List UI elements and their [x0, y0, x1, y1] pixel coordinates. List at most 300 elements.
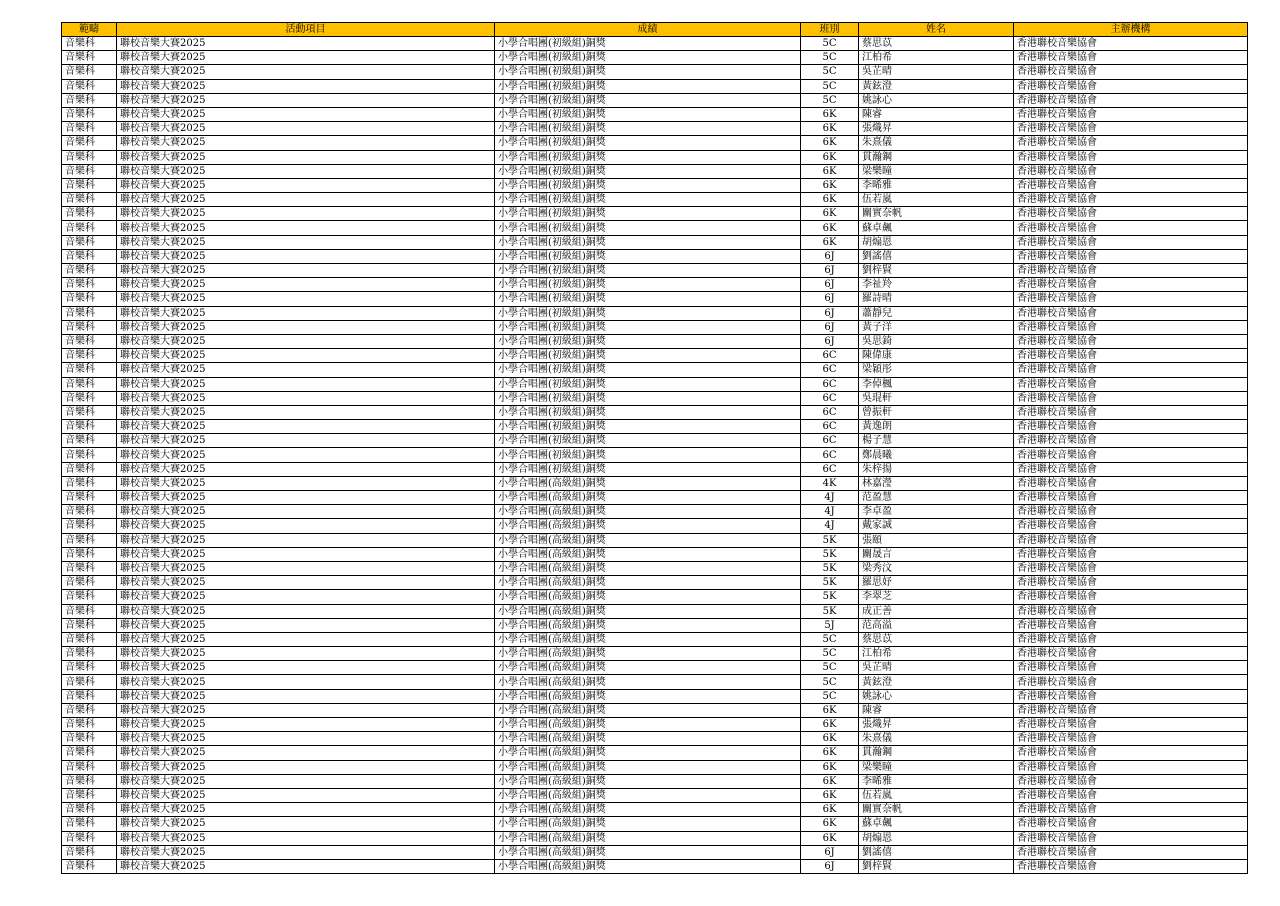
cell-organizer: 香港聯校音樂協會: [1014, 576, 1248, 590]
cell-class: 5C: [801, 689, 859, 703]
table-row: [62, 859, 1248, 873]
cell-organizer: 香港聯校音樂協會: [1014, 632, 1248, 646]
cell-name: 姚詠心: [859, 689, 1014, 703]
cell-activity: 聯校音樂大賽2025: [117, 618, 495, 632]
cell-result: 小學合唱團(高級組)銅獎: [495, 661, 801, 675]
cell-class: 6K: [801, 746, 859, 760]
cell-organizer: 香港聯校音樂協會: [1014, 561, 1248, 575]
cell-organizer: 香港聯校音樂協會: [1014, 122, 1248, 136]
cell-organizer: 香港聯校音樂協會: [1014, 760, 1248, 774]
cell-result: 小學合唱團(初級組)銅獎: [495, 434, 801, 448]
cell-category: 音樂科: [62, 434, 117, 448]
cell-activity: 聯校音樂大賽2025: [117, 703, 495, 717]
cell-class: 6K: [801, 178, 859, 192]
cell-result: 小學合唱團(高級組)銅獎: [495, 505, 801, 519]
cell-result: 小學合唱團(高級組)銅獎: [495, 774, 801, 788]
cell-class: 6J: [801, 859, 859, 873]
cell-name: 胡煽恩: [859, 831, 1014, 845]
cell-organizer: 香港聯校音樂協會: [1014, 788, 1248, 802]
cell-category: 音樂科: [62, 193, 117, 207]
cell-class: 5K: [801, 547, 859, 561]
cell-class: 6K: [801, 122, 859, 136]
cell-organizer: 香港聯校音樂協會: [1014, 136, 1248, 150]
table-row: [62, 505, 1248, 519]
cell-activity: 聯校音樂大賽2025: [117, 675, 495, 689]
table-row: [62, 476, 1248, 490]
cell-organizer: 香港聯校音樂協會: [1014, 193, 1248, 207]
cell-organizer: 香港聯校音樂協會: [1014, 164, 1248, 178]
cell-activity: 聯校音樂大賽2025: [117, 491, 495, 505]
cell-category: 音樂科: [62, 292, 117, 306]
cell-category: 音樂科: [62, 363, 117, 377]
table-row: [62, 803, 1248, 817]
cell-category: 音樂科: [62, 774, 117, 788]
cell-organizer: 香港聯校音樂協會: [1014, 377, 1248, 391]
cell-organizer: 香港聯校音樂協會: [1014, 746, 1248, 760]
cell-result: 小學合唱團(高級組)銅獎: [495, 519, 801, 533]
cell-name: 江柏希: [859, 647, 1014, 661]
cell-activity: 聯校音樂大賽2025: [117, 434, 495, 448]
cell-result: 小學合唱團(初級組)銅獎: [495, 164, 801, 178]
cell-class: 5C: [801, 632, 859, 646]
cell-result: 小學合唱團(初級組)銅獎: [495, 448, 801, 462]
cell-class: 5C: [801, 675, 859, 689]
cell-category: 音樂科: [62, 604, 117, 618]
cell-name: 李晞雅: [859, 178, 1014, 192]
cell-class: 5C: [801, 37, 859, 51]
cell-category: 音樂科: [62, 65, 117, 79]
cell-organizer: 香港聯校音樂協會: [1014, 689, 1248, 703]
cell-name: 江柏希: [859, 51, 1014, 65]
table-row: [62, 207, 1248, 221]
cell-result: 小學合唱團(高級組)銅獎: [495, 476, 801, 490]
table-row: [62, 107, 1248, 121]
cell-result: 小學合唱團(高級組)銅獎: [495, 689, 801, 703]
cell-organizer: 香港聯校音樂協會: [1014, 817, 1248, 831]
table-row: [62, 334, 1248, 348]
cell-category: 音樂科: [62, 491, 117, 505]
cell-category: 音樂科: [62, 306, 117, 320]
cell-result: 小學合唱團(初級組)銅獎: [495, 462, 801, 476]
cell-organizer: 香港聯校音樂協會: [1014, 732, 1248, 746]
cell-activity: 聯校音樂大賽2025: [117, 604, 495, 618]
cell-organizer: 香港聯校音樂協會: [1014, 718, 1248, 732]
cell-organizer: 香港聯校音樂協會: [1014, 264, 1248, 278]
table-row: [62, 845, 1248, 859]
cell-category: 音樂科: [62, 391, 117, 405]
cell-name: 胡煽恩: [859, 235, 1014, 249]
cell-organizer: 香港聯校音樂協會: [1014, 703, 1248, 717]
cell-result: 小學合唱團(初級組)銅獎: [495, 107, 801, 121]
cell-class: 6K: [801, 207, 859, 221]
cell-category: 音樂科: [62, 235, 117, 249]
cell-category: 音樂科: [62, 547, 117, 561]
table-row: [62, 647, 1248, 661]
cell-class: 5J: [801, 618, 859, 632]
cell-category: 音樂科: [62, 476, 117, 490]
cell-name: 伍若嵐: [859, 193, 1014, 207]
cell-activity: 聯校音樂大賽2025: [117, 732, 495, 746]
table-row: [62, 221, 1248, 235]
table-row: [62, 689, 1248, 703]
cell-organizer: 香港聯校音樂協會: [1014, 363, 1248, 377]
cell-class: 6C: [801, 420, 859, 434]
table-row: [62, 448, 1248, 462]
cell-activity: 聯校音樂大賽2025: [117, 647, 495, 661]
cell-activity: 聯校音樂大賽2025: [117, 235, 495, 249]
cell-name: 陳偉康: [859, 349, 1014, 363]
table-row: [62, 79, 1248, 93]
cell-organizer: 香港聯校音樂協會: [1014, 434, 1248, 448]
cell-category: 音樂科: [62, 732, 117, 746]
cell-result: 小學合唱團(初級組)銅獎: [495, 420, 801, 434]
cell-result: 小學合唱團(初級組)銅獎: [495, 405, 801, 419]
table-row: [62, 519, 1248, 533]
table-row: [62, 590, 1248, 604]
table-row: [62, 178, 1248, 192]
cell-activity: 聯校音樂大賽2025: [117, 632, 495, 646]
cell-organizer: 香港聯校音樂協會: [1014, 37, 1248, 51]
cell-result: 小學合唱團(初級組)銅獎: [495, 334, 801, 348]
cell-class: 5C: [801, 661, 859, 675]
cell-category: 音樂科: [62, 136, 117, 150]
cell-class: 6K: [801, 164, 859, 178]
table-row: [62, 320, 1248, 334]
cell-name: 蕭靜兒: [859, 306, 1014, 320]
cell-result: 小學合唱團(初級組)銅獎: [495, 122, 801, 136]
cell-activity: 聯校音樂大賽2025: [117, 519, 495, 533]
cell-activity: 聯校音樂大賽2025: [117, 349, 495, 363]
cell-activity: 聯校音樂大賽2025: [117, 448, 495, 462]
cell-organizer: 香港聯校音樂協會: [1014, 391, 1248, 405]
cell-organizer: 香港聯校音樂協會: [1014, 831, 1248, 845]
cell-name: 楊子慧: [859, 434, 1014, 448]
cell-category: 音樂科: [62, 590, 117, 604]
table-row: [62, 547, 1248, 561]
table-row: [62, 434, 1248, 448]
cell-category: 音樂科: [62, 561, 117, 575]
header-row: [62, 23, 1248, 37]
table-row: [62, 363, 1248, 377]
cell-category: 音樂科: [62, 817, 117, 831]
cell-result: 小學合唱團(初級組)銅獎: [495, 93, 801, 107]
table-row: [62, 51, 1248, 65]
cell-activity: 聯校音樂大賽2025: [117, 576, 495, 590]
cell-name: 朱熹儀: [859, 136, 1014, 150]
cell-class: 6K: [801, 136, 859, 150]
cell-category: 音樂科: [62, 207, 117, 221]
cell-name: 羅思妤: [859, 576, 1014, 590]
cell-activity: 聯校音樂大賽2025: [117, 164, 495, 178]
cell-organizer: 香港聯校音樂協會: [1014, 320, 1248, 334]
cell-class: 4K: [801, 476, 859, 490]
cell-result: 小學合唱團(高級組)銅獎: [495, 732, 801, 746]
cell-activity: 聯校音樂大賽2025: [117, 689, 495, 703]
cell-activity: 聯校音樂大賽2025: [117, 136, 495, 150]
cell-class: 6K: [801, 788, 859, 802]
cell-class: 6J: [801, 306, 859, 320]
cell-category: 音樂科: [62, 661, 117, 675]
cell-class: 6J: [801, 264, 859, 278]
cell-organizer: 香港聯校音樂協會: [1014, 249, 1248, 263]
cell-organizer: 香港聯校音樂協會: [1014, 505, 1248, 519]
cell-activity: 聯校音樂大賽2025: [117, 547, 495, 561]
cell-organizer: 香港聯校音樂協會: [1014, 107, 1248, 121]
header-activity: 活動項目: [117, 23, 495, 37]
cell-category: 音樂科: [62, 420, 117, 434]
cell-class: 6K: [801, 760, 859, 774]
cell-name: 陳睿: [859, 703, 1014, 717]
cell-class: 6C: [801, 363, 859, 377]
cell-category: 音樂科: [62, 249, 117, 263]
table-row: [62, 37, 1248, 51]
table-row: [62, 774, 1248, 788]
cell-category: 音樂科: [62, 320, 117, 334]
table-row: [62, 405, 1248, 419]
cell-category: 音樂科: [62, 122, 117, 136]
cell-name: 梁秀汶: [859, 561, 1014, 575]
cell-category: 音樂科: [62, 831, 117, 845]
table-row: [62, 788, 1248, 802]
cell-activity: 聯校音樂大賽2025: [117, 334, 495, 348]
cell-organizer: 香港聯校音樂協會: [1014, 647, 1248, 661]
cell-result: 小學合唱團(初級組)銅獎: [495, 79, 801, 93]
cell-result: 小學合唱團(高級組)銅獎: [495, 590, 801, 604]
cell-organizer: 香港聯校音樂協會: [1014, 334, 1248, 348]
cell-name: 張熾昇: [859, 122, 1014, 136]
cell-name: 范高溢: [859, 618, 1014, 632]
cell-name: 關晟言: [859, 547, 1014, 561]
cell-result: 小學合唱團(初級組)銅獎: [495, 306, 801, 320]
table-row: [62, 420, 1248, 434]
cell-organizer: 香港聯校音樂協會: [1014, 349, 1248, 363]
cell-name: 蔡思苡: [859, 632, 1014, 646]
cell-result: 小學合唱團(初級組)銅獎: [495, 235, 801, 249]
cell-category: 音樂科: [62, 37, 117, 51]
cell-category: 音樂科: [62, 107, 117, 121]
cell-class: 6K: [801, 732, 859, 746]
header-organizer: 主辦機構: [1014, 23, 1248, 37]
cell-name: 梁穎彤: [859, 363, 1014, 377]
cell-class: 6J: [801, 278, 859, 292]
cell-result: 小學合唱團(高級組)銅獎: [495, 675, 801, 689]
cell-organizer: 香港聯校音樂協會: [1014, 547, 1248, 561]
cell-category: 音樂科: [62, 448, 117, 462]
cell-result: 小學合唱團(初級組)銅獎: [495, 65, 801, 79]
table-row: [62, 576, 1248, 590]
cell-name: 劉謠僖: [859, 845, 1014, 859]
cell-result: 小學合唱團(高級組)銅獎: [495, 547, 801, 561]
cell-activity: 聯校音樂大賽2025: [117, 193, 495, 207]
cell-activity: 聯校音樂大賽2025: [117, 718, 495, 732]
cell-category: 音樂科: [62, 746, 117, 760]
cell-class: 6K: [801, 718, 859, 732]
table-row: [62, 65, 1248, 79]
cell-class: 6K: [801, 803, 859, 817]
table-row: [62, 675, 1248, 689]
cell-activity: 聯校音樂大賽2025: [117, 320, 495, 334]
table-row: [62, 306, 1248, 320]
cell-name: 蔡思苡: [859, 37, 1014, 51]
cell-activity: 聯校音樂大賽2025: [117, 363, 495, 377]
cell-class: 6K: [801, 107, 859, 121]
table-row: [62, 122, 1248, 136]
cell-result: 小學合唱團(高級組)銅獎: [495, 803, 801, 817]
header-class: 班別: [801, 23, 859, 37]
cell-activity: 聯校音樂大賽2025: [117, 661, 495, 675]
cell-name: 范盈慧: [859, 491, 1014, 505]
cell-result: 小學合唱團(初級組)銅獎: [495, 292, 801, 306]
cell-category: 音樂科: [62, 278, 117, 292]
cell-category: 音樂科: [62, 647, 117, 661]
cell-organizer: 香港聯校音樂協會: [1014, 221, 1248, 235]
cell-result: 小學合唱團(高級組)銅獎: [495, 760, 801, 774]
cell-activity: 聯校音樂大賽2025: [117, 476, 495, 490]
cell-organizer: 香港聯校音樂協會: [1014, 476, 1248, 490]
cell-organizer: 香港聯校音樂協會: [1014, 845, 1248, 859]
cell-organizer: 香港聯校音樂協會: [1014, 65, 1248, 79]
cell-class: 6J: [801, 292, 859, 306]
cell-result: 小學合唱團(高級組)銅獎: [495, 604, 801, 618]
cell-result: 小學合唱團(初級組)銅獎: [495, 377, 801, 391]
cell-organizer: 香港聯校音樂協會: [1014, 79, 1248, 93]
table-row: [62, 93, 1248, 107]
cell-category: 音樂科: [62, 618, 117, 632]
cell-class: 6K: [801, 193, 859, 207]
cell-class: 5K: [801, 561, 859, 575]
table-row: [62, 632, 1248, 646]
cell-activity: 聯校音樂大賽2025: [117, 306, 495, 320]
cell-name: 貫瀚鋼: [859, 150, 1014, 164]
cell-category: 音樂科: [62, 405, 117, 419]
cell-activity: 聯校音樂大賽2025: [117, 505, 495, 519]
table-row: [62, 604, 1248, 618]
cell-class: 4J: [801, 519, 859, 533]
cell-name: 黃鉉澄: [859, 675, 1014, 689]
cell-result: 小學合唱團(高級組)銅獎: [495, 632, 801, 646]
cell-name: 蘇卓飆: [859, 221, 1014, 235]
cell-category: 音樂科: [62, 703, 117, 717]
cell-name: 吳芷晴: [859, 661, 1014, 675]
cell-name: 蘇卓飆: [859, 817, 1014, 831]
cell-activity: 聯校音樂大賽2025: [117, 817, 495, 831]
cell-result: 小學合唱團(初級組)銅獎: [495, 363, 801, 377]
cell-organizer: 香港聯校音樂協會: [1014, 803, 1248, 817]
cell-class: 6C: [801, 462, 859, 476]
cell-result: 小學合唱團(高級組)銅獎: [495, 718, 801, 732]
cell-class: 5K: [801, 576, 859, 590]
cell-result: 小學合唱團(高級組)銅獎: [495, 561, 801, 575]
cell-activity: 聯校音樂大賽2025: [117, 221, 495, 235]
cell-name: 李卓盈: [859, 505, 1014, 519]
cell-organizer: 香港聯校音樂協會: [1014, 448, 1248, 462]
table-row: [62, 491, 1248, 505]
table-row: [62, 164, 1248, 178]
cell-result: 小學合唱團(初級組)銅獎: [495, 264, 801, 278]
cell-class: 5K: [801, 604, 859, 618]
cell-organizer: 香港聯校音樂協會: [1014, 774, 1248, 788]
cell-name: 劉梓賢: [859, 264, 1014, 278]
header-category: 範疇: [62, 23, 117, 37]
cell-name: 成正善: [859, 604, 1014, 618]
cell-class: 5K: [801, 533, 859, 547]
table-row: [62, 249, 1248, 263]
cell-activity: 聯校音樂大賽2025: [117, 845, 495, 859]
cell-result: 小學合唱團(初級組)銅獎: [495, 150, 801, 164]
table-row: [62, 817, 1248, 831]
cell-organizer: 香港聯校音樂協會: [1014, 859, 1248, 873]
cell-class: 6K: [801, 774, 859, 788]
cell-class: 4J: [801, 505, 859, 519]
cell-category: 音樂科: [62, 164, 117, 178]
cell-activity: 聯校音樂大賽2025: [117, 788, 495, 802]
cell-name: 黃鉉澄: [859, 79, 1014, 93]
cell-category: 音樂科: [62, 462, 117, 476]
cell-class: 5C: [801, 65, 859, 79]
cell-category: 音樂科: [62, 150, 117, 164]
cell-result: 小學合唱團(初級組)銅獎: [495, 136, 801, 150]
cell-category: 音樂科: [62, 93, 117, 107]
cell-organizer: 香港聯校音樂協會: [1014, 405, 1248, 419]
cell-activity: 聯校音樂大賽2025: [117, 51, 495, 65]
header-result: 成績: [495, 23, 801, 37]
cell-category: 音樂科: [62, 859, 117, 873]
cell-name: 李祉羚: [859, 278, 1014, 292]
cell-name: 貫瀚鋼: [859, 746, 1014, 760]
cell-category: 音樂科: [62, 79, 117, 93]
cell-activity: 聯校音樂大賽2025: [117, 803, 495, 817]
cell-result: 小學合唱團(初級組)銅獎: [495, 278, 801, 292]
cell-class: 5C: [801, 93, 859, 107]
cell-class: 6K: [801, 703, 859, 717]
cell-result: 小學合唱團(初級組)銅獎: [495, 193, 801, 207]
cell-class: 6K: [801, 221, 859, 235]
cell-result: 小學合唱團(初級組)銅獎: [495, 51, 801, 65]
table-row: [62, 718, 1248, 732]
cell-organizer: 香港聯校音樂協會: [1014, 178, 1248, 192]
cell-activity: 聯校音樂大賽2025: [117, 831, 495, 845]
cell-activity: 聯校音樂大賽2025: [117, 405, 495, 419]
table-row: [62, 732, 1248, 746]
cell-result: 小學合唱團(高級組)銅獎: [495, 845, 801, 859]
cell-activity: 聯校音樂大賽2025: [117, 79, 495, 93]
cell-class: 6C: [801, 391, 859, 405]
cell-activity: 聯校音樂大賽2025: [117, 420, 495, 434]
cell-name: 李翠芝: [859, 590, 1014, 604]
cell-class: 6J: [801, 320, 859, 334]
cell-category: 音樂科: [62, 576, 117, 590]
cell-name: 朱梓揚: [859, 462, 1014, 476]
table-row: [62, 831, 1248, 845]
cell-category: 音樂科: [62, 788, 117, 802]
table-row: [62, 391, 1248, 405]
table-row: [62, 264, 1248, 278]
cell-category: 音樂科: [62, 519, 117, 533]
cell-organizer: 香港聯校音樂協會: [1014, 292, 1248, 306]
cell-result: 小學合唱團(高級組)銅獎: [495, 831, 801, 845]
cell-name: 李倬楓: [859, 377, 1014, 391]
cell-name: 姚詠心: [859, 93, 1014, 107]
awards-table: [61, 22, 1248, 874]
cell-organizer: 香港聯校音樂協會: [1014, 661, 1248, 675]
table-row: [62, 278, 1248, 292]
cell-class: 6C: [801, 405, 859, 419]
cell-activity: 聯校音樂大賽2025: [117, 178, 495, 192]
table-row: [62, 349, 1248, 363]
cell-name: 朱熹儀: [859, 732, 1014, 746]
cell-class: 4J: [801, 491, 859, 505]
table-row: [62, 193, 1248, 207]
